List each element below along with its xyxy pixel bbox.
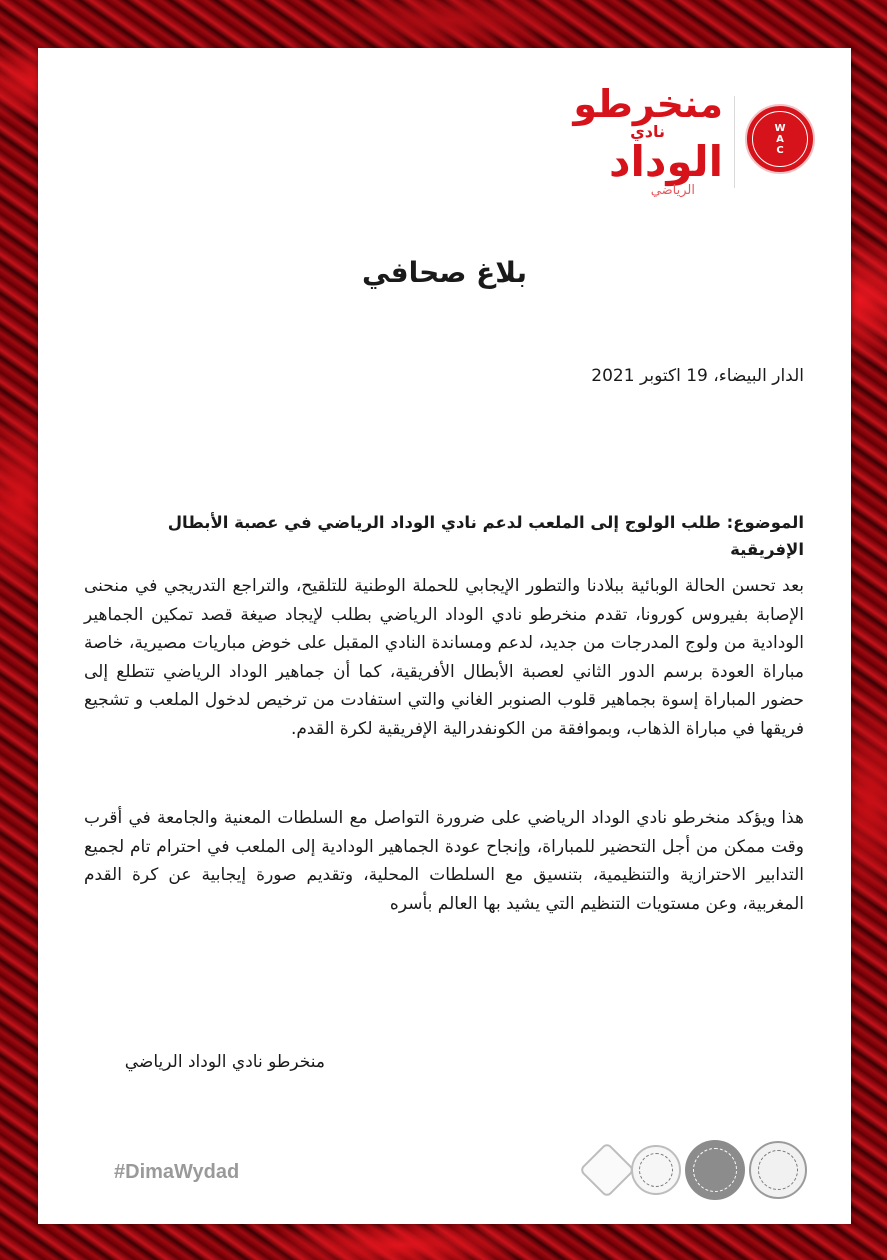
footer-seals (587, 1140, 807, 1200)
logo-line-2: نادي (630, 122, 665, 141)
body-paragraph-2: هذا ويؤكد منخرطو نادي الوداد الرياضي على ضرورة التواصل مع السلطات المعنية والجامعة في أقرب وقت ممكن من أجل التحضير للمباراة، وإنجاح عودة الجماهير الودادية إلى الملعب في احترام تام لجميع التدابير الاحترازية والتنظيمية، بتنسيق مع السلطات المحلية، وتقديم صورة إيجابية عن كرة القدم المغربية، وعن مستويات التنظيم التي يشيد بها العالم بأسره (84, 808, 804, 914)
body-paragraph-1: بعد تحسن الحالة الوبائية ببلادنا والتطور الإيجابي للحملة الوطنية للتلقيح، والتراجع التدريجي في منحنى الإصابة بفيروس كورونا، تقدم منخرطو نادي الوداد الرياضي بطلب لإيجاد صيغة قصد تمكين الجماهير الودادية من ولوج المدرجات من جديد، لدعم ومساندة النادي المقبل على خوض مباريات مصيرية، خاصة مباراة العودة برسم الدور الثاني لعصبة الأبطال الأفريقية، كما أن جماهير الوداد الرياضي تتطلع إلى حضور المباراة إسوة بجماهير قلوب الصنوبر الغاني والتي استفادت من ترخيص لدخول الملعب و تشجيع فريقها في مباراة الذهاب، وبموافقة من الكونفدرالية الإفريقية لكرة القدم. (84, 576, 804, 739)
logo-line-4: الرياضي (650, 183, 695, 198)
logo-wordmark (553, 84, 723, 214)
club-crest-seal-icon (749, 1141, 807, 1199)
press-release-sheet (38, 48, 851, 1224)
anniversary-seal-icon (631, 1145, 681, 1195)
signature: منخرطو نادي الوداد الرياضي (124, 1052, 325, 1072)
document-date: الدار البيضاء، 19 اكتوبر 2021 (591, 366, 804, 386)
logo-line-3: الوداد (608, 137, 723, 186)
diamond-badge-icon (579, 1142, 636, 1199)
hashtag: #DimaWydad (114, 1161, 240, 1183)
logo-line-1: منخرطو (573, 82, 723, 126)
calligraphy-seal-icon (685, 1140, 745, 1200)
header-logo (545, 76, 815, 216)
document-subject: الموضوع: طلب الولوج إلى الملعب لدعم نادي الوداد الرياضي في عصبة الأبطال الإفريقية (167, 513, 804, 559)
club-crest-icon: W A C (745, 104, 815, 174)
document-title: بلاغ صحافي (361, 256, 528, 289)
logo-divider (734, 96, 736, 188)
